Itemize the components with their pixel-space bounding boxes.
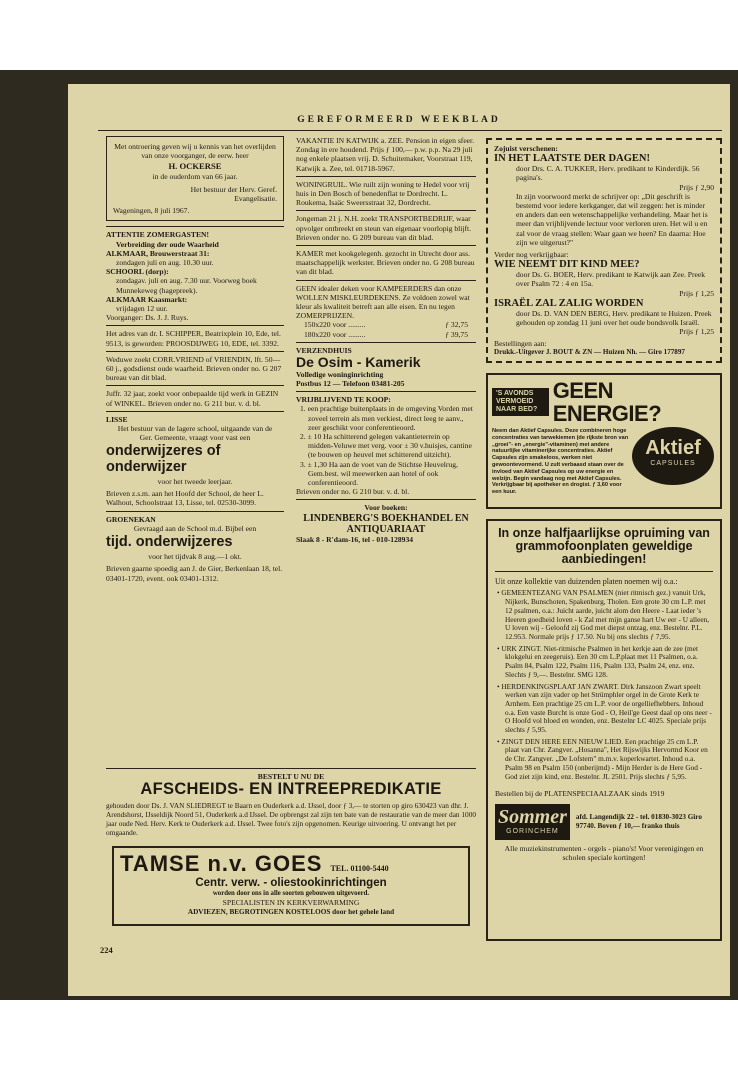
aktief-ad [486,373,722,509]
groenekan-intro: Gevraagd aan de School m.d. Bijbel een [133,523,257,533]
osim-ad [296,284,476,389]
book3-title: ISRAËL ZAL ZALIG WORDEN [494,297,644,309]
price-value: ƒ 32,75 [445,320,468,330]
record-item: • GEMEENTEZANG VAN PSALMEN (niet ritmisch gez.) vanuit Urk, Nijkerk, Bunschoten, Spakenburg, Tholen. Een grote 30 cm L.P. met 12 psalmen, o.a.: Juicht aarde, juicht alom den Heere - Laat ieder 's Heeren goedheid loven - k Zal met mijn ganse hart Uw eer - U alleen, U loven wij - Geloofd zij God met diepst ontzag, enz. Bestelnr. P.L. 12.953. Normale prijs ƒ 17.50. Nu bij ons slechts ƒ 7,95. [497,588,710,641]
obituary-date: Wageningen, 8 juli 1967. [113,206,190,216]
vrij-title: VRIJBLIJVEND TE KOOP: [296,395,391,405]
sommer-place: GORINCHEM [506,828,559,836]
woningruil-ad: WONINGRUIL. Wie ruilt zijn woning te Hedel voor vrij huis in Den Bosch of benedenflat te Dordrecht. L. Roukema, Isaäc Sweersstraat 32, Dordrecht. [296,179,470,208]
jongeman-ad: Jongeman 21 j. N.H. zoekt TRANSPORTBEDRIJF, waar opvolger ontbreekt en steun van eigenaar voorlopig blijft. Brieven onder no. G 209 bureau van dit blad. [296,214,472,242]
schipper-ad: Het adres van dr. I. SCHIPPER, Beatrixplein 10, Ede, tel. 9513, is geworden: PROOSDIJWEG 10, EDE, tel. 3392. [106,329,281,348]
page-number: 224 [100,945,113,955]
sommer-logo-text: Sommer [498,806,567,829]
osim-contact: Postbus 12 — Telefoon 03481-205 [296,378,405,388]
newspaper-page [68,84,730,996]
zojuist: Zojuist verschenen: [494,144,558,153]
sommer-logo [495,804,570,839]
opruiming-ad [486,519,722,941]
weduwe-ad: Weduwe zoekt CORR.VRIEND of VRIENDIN, lft. 50—60 j., godsdienst oude waarheid. Brieven onder no. G 207 bureau van dit blad. [106,354,282,383]
osim-text: GEEN idealer deken voor KAMPEERDERS dan onze WOLLEN MISKLEURDEKENS. Ze voldoen zowel wat kleur als kwaliteit betreft aan alle eisen. En nu tegen ZOMERPRIJZEN. [296,283,470,321]
lind-addr: Slaak 8 - R'dam-16, tel - 010-128934 [296,534,414,544]
verzendhuis: VERZENDHUIS [296,345,352,355]
book2-title: WIE NEEMT DIT KIND MEE? [494,259,640,271]
afscheid-ad [106,768,476,837]
vrijblijvend-ad [296,395,476,496]
attentie-line: ALKMAAR Kaasmarkt: [106,294,188,304]
price-row [296,330,476,339]
tamse-name: TAMSE n.v. GOES [120,851,323,876]
price-value: ƒ 39,75 [445,329,468,339]
attentie-title: ATTENTIE ZOMERGASTEN! [106,230,210,240]
books-ad [486,138,722,363]
book2-by: door Ds. G. BOER, Herv. predikant te Katwijk aan Zee. Preek over Psalm 72 : 4 en 15a. [516,270,706,289]
bestellen: Bestellen bij de PLATENSPECIAALZAAK sinds 1919 [495,789,665,799]
attentie-line: Voorganger: Ds. J. J. Ruys. [106,313,189,323]
column-middle [296,136,476,544]
book1-price: Prijs ƒ 2,90 [679,182,714,192]
lisse-sub: voor het tweede leerjaar. [157,476,233,486]
sommer-block [495,804,713,839]
osim-sub: Volledige woninginrichting [296,369,384,379]
attentie-line: zondagav. juli en aug. 7.30 uur. Voorweg boek Munnekeweg (hagepreek). [116,276,257,295]
obituary-text: Met ontroering geven wij u kennis van het overlijden van onze voorganger, de eerw. heer [114,142,276,161]
aktief-header [492,379,716,425]
tamse-header [120,852,462,875]
attentie-line: vrijdagen 12 uur. [116,304,168,314]
lisse-place: LISSE [106,414,128,424]
column-left [106,136,284,583]
tamse-line4: ADVIEZEN, BEGROTINGEN KOSTELOOS door het gehele land [187,907,395,916]
price-row [296,320,476,329]
record-item: • URK ZINGT. Niet-ritmische Psalmen in het kerkje aan de zee (met klokgelui en zeegeruis). Een 30 cm L.P.plaat met 11 Psalmen, o.a. Psalm 84, Psalm 122, Psalm 116, Psalm 133, Psalm 24, enz. enz. Slechts ƒ 9,—. Bestelnr. SMG 128. [497,643,698,679]
tamse-line1: Centr. verw. - oliestookinrichtingen [195,877,387,890]
groenekan-headline: tijd. onderwijzeres [106,533,233,550]
lisse-contact: Brieven z.s.m. aan het Hoofd der School, de heer L. Walhout, Schoolstraat 13, Lisse, tel. 02530-3099. [106,489,264,508]
aktief-logo [632,427,714,485]
tamse-line3: SPECIALISTEN IN KERKVERWARMING [222,898,360,908]
masthead-rule [98,130,722,131]
vrij-contact: Brieven onder no. G 210 bur. v. d. bl. [296,487,410,497]
aktief-head: GEEN ENERGIE? [552,377,662,426]
lind-name: LINDENBERG'S BOEKHANDEL EN ANTIQUARIAAT [303,512,469,535]
tamse-ad [112,846,470,926]
sommer-address: afd. Langendijk 22 - tel. 01830-3023 Giro 97740. Boven ƒ 10,— franko thuis [575,812,702,831]
masthead: GEREFORMEERD WEEKBLAD [297,115,501,125]
lindenberg-ad [296,503,476,543]
book3-price: Prijs ƒ 1,25 [679,327,714,337]
book3-by: door Ds. D. VAN DEN BERG, Herv. predikant te Huizen. Preek gehouden op zondag 11 juni over het oude bondsvolk Israël. [516,308,712,328]
vrij-item: 1. een prachtige buitenplaats in de omgeving Vorden met zoveel terrein als men verkiest, direct leeg te aanv., zeer geschikt voor conferentieoord. [300,404,473,432]
aktief-tag: 'S AVONDS VERMOEID NAAR BED? [492,388,549,416]
attentie-line: ALKMAAR, Brouwerstraat 31: [106,248,210,258]
opruim-head: In onze halfjaarlijkse opruiming van grammofoonplaten geweldige aanbiedingen! [498,525,710,567]
lisse-intro: Het bestuur van de lagere school, uitgaande van de Ger. Gemeente, vraagt voor vast een [117,424,273,443]
price-label: 180x220 voor ......... [304,329,366,339]
groenekan-ad [106,515,284,583]
book2-price: Prijs ƒ 1,25 [679,288,714,298]
obituary-board: Het bestuur der Herv. Geref. Evangelisatie. [190,184,277,204]
book1-by: door Drs. C. A. TUKKER, Herv. predikant te Kinderdijk. 56 pagina's. [516,164,700,183]
lisse-ad [106,415,284,508]
lind-label: Voor boeken: [364,503,408,513]
record-item: • HERDENKINGSPLAAT JAN ZWART. Dirk Janszoon Zwart speelt werken van zijn vader op het Strümphler orgel in de Grote Kerk te Arnhem. Een prachtige 25 cm L.P. voor de orgelliefhebbers. Inhoud o.a. Een vaste Burcht is onze God - O, Heil'ge Geest daal op ons neer - O Hoofd vol bloed en wonden, enz. Bestelnr LC 4025. Speciale prijs slechts ƒ 5,95. [497,681,712,735]
afscheid-headline: AFSCHEIDS- EN INTREEPREDIKATIE [140,780,442,799]
aktief-body: Neem dan Aktief Capsules. Deze combineren hoge concentraties van tarwekiemen (de rijkste bron van „groei"- en „energie"-vitaminen) met andere natuurlijke vitaminerijke concentraties. Aktief Capsules zijn smakeloos, werken niet gewoontevormend. U zult verbaasd staan over de invloed van Aktief Capsules op uw energie en welzijn. Begin vandaag nog met Aktief Capsules. Verkrijgbaar bij apotheker en drogist. ƒ 3,60 voor een kuur. [492,428,629,496]
price-label: 150x220 voor ......... [304,320,366,330]
attentie-line: SCHOORL (dorp): [106,267,169,277]
record-item: • ZINGT DEN HERE EEN NIEUW LIED. Een prachtige 25 cm L.P. plaat van Chr. Zangver. „Hosanna", Het Rijswijks Hervormd Koor en de Chr. Zangver. „De Lofstem" m.m.v. koperkwartet. Inhoud o.a. Psalm 98 en Psalm 150 (onberijmd) - Mijn Herder is de Here God - God ziet zijn kind, enz. Bestelnr. JL 2501. Prijs slechts ƒ 5,95. [497,736,708,781]
vrij-item: 2. ± 10 Ha schitterend gelegen vakantieterrein op midden-Veluwe met verg. voor ± 30 v.huisjes, cantine (te bouwen op heuvel met schitterend uitzicht). [300,431,472,460]
attentie-subtitle: Verbreiding der oude Waarheid [116,239,219,249]
book1-title: IN HET LAATSTE DER DAGEN! [494,153,650,165]
afscheid-lead: BESTELT U NU DE [257,772,325,781]
attentie-ad [106,230,284,322]
katwijk-ad: VAKANTIE IN KATWIJK a. ZEE. Pension in eigen sfeer. Zondag in ere houdend. Prijs ƒ 100,— p.w. p.p. Na 29 juli nog enkele plaatsen vrij. D. Schuitemaker, Voorstraat 119, Katwijk a. Zee, tel. 01718-5967. [296,136,475,173]
obituary-name: H. OCKERSE [168,161,222,172]
book1-desc: In zijn voorwoord merkt de schrijver op: „Dit geschrift is bestemd voor iedere kerkganger, dat wil zeggen: het is minder en anders dan een wetenschappelijke verhandeling. Maar het is meer dan vrijblijvende lectuur voor verloren uren. Het wil u en zal voor de vraag stellen: Waar gaan we heen? En daarna: Hoe zijn we uitgerust?" [516,191,708,247]
groenekan-sub: voor het tijdvak 8 aug.—1 okt. [148,552,242,562]
opruim-intro: Uit onze kollektie van duizenden platen noemen wij o.a.: [495,577,678,587]
aktief-logo-sub: CAPSULES [650,459,696,467]
tamse-line2: worden door ons in alle soorten gebouwen uitgevoerd. [212,890,370,898]
record-list [495,589,713,781]
order-label: Bestellingen aan: [494,338,547,348]
obituary-age: in de ouderdom van 66 jaar. [152,171,238,181]
afscheid-body: gehouden door Ds. J. VAN SLIEDREGT te Baarn en Ouderkerk a.d. IJssel, door ƒ 3,— te storten op giro 630423 van dhr. J. Arendshorst, IJsseldijk Noord 51, Ouderkerk a.d IJssel. De opbrengst zal zijn ten bate van de restauratie van de meer dan 1000 jaar oude Ned. Herv. Kerk te Ouderkerk a.d. IJssel. Twee foto's zijn opgenomen. Keurige uitvoering. U ontvangt het per omgaande. [106,800,477,837]
tamse-tel: TEL. 01100-5440 [330,864,389,873]
groenekan-place: GROENEKAN [106,514,156,524]
osim-name: De Osim - Kamerik [296,354,421,371]
column-right [486,138,722,941]
obituary-box [106,136,284,221]
lisse-headline: onderwijzeres of onderwijzer [106,443,221,475]
juffr-ad: Juffr. 32 jaar, zoekt voor onbepaalde tijd werk in GEZIN of WINKEL. Brieven onder no. G 211 bur. v. d. bl. [106,389,279,408]
sommer-footer: Alle muziekinstrumenten - orgels - piano's! Voor verenigingen en scholen speciale kortingen! [504,843,704,862]
groenekan-contact: Brieven gaarne spoedig aan J. de Gier, Berkenlaan 18, tel. 03401-1720, event. ook 03401-1312. [106,564,283,583]
verder: Verder nog verkrijgbaar: [494,250,569,260]
order-address: Drukk.-Uitgever J. BOUT & ZN — Huizen Nh. — Giro 177897 [494,347,685,356]
attentie-line: zondagen juli en aug. 10.30 uur. [116,258,214,268]
kamer-ad: KAMER met kookgelegenh. gezocht in Utrecht door ass. maatschappelijk werkster. Brieven onder no. G 208 bureau van dit blad. [296,249,475,277]
vrij-item: 3. ± 1,30 Ha aan de voet van de Stichtse Heuvelrug, Gem.best. wil meewerken aan hotel of ook conferentieoord. [300,459,458,487]
aktief-logo-text: Aktief [645,436,701,459]
